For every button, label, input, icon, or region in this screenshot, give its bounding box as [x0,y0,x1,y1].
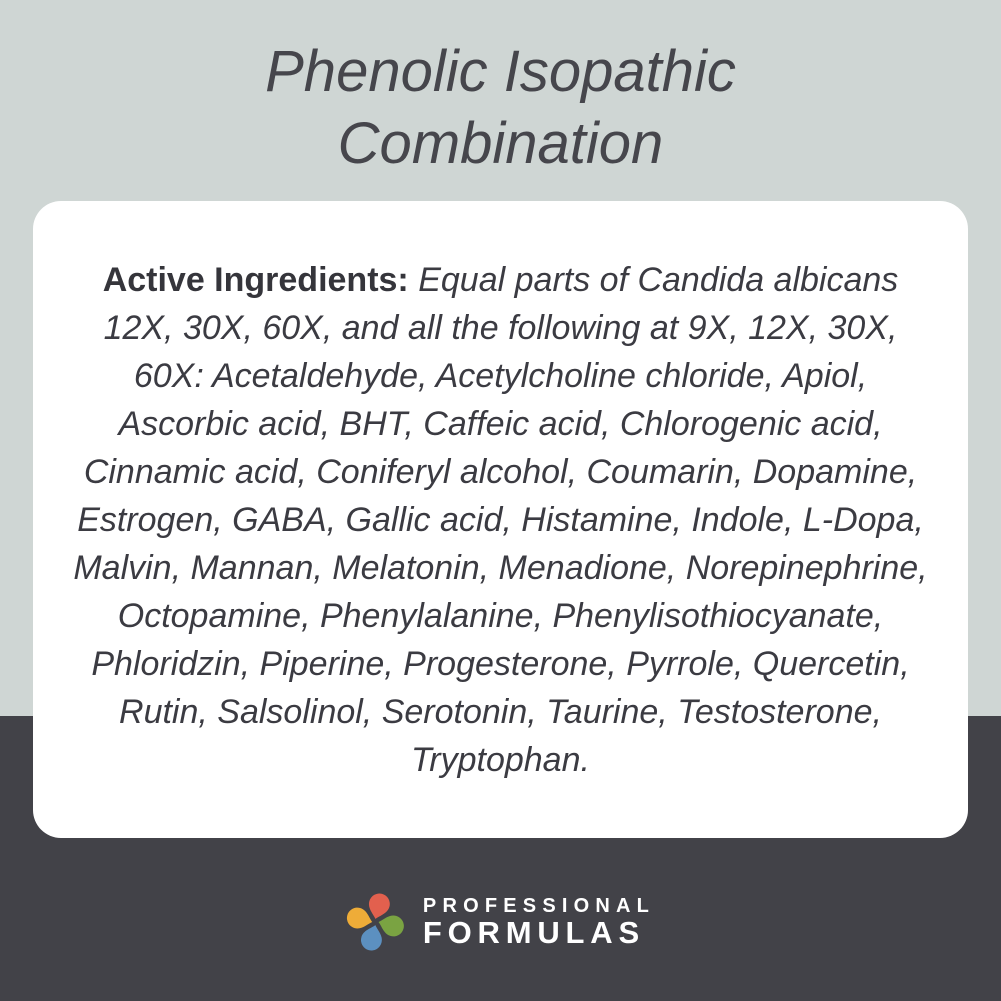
ingredients-card [33,201,968,838]
ingredients-label: Active Ingredients: [102,260,409,299]
brand-name-line1: PROFESSIONAL [422,895,656,917]
brand-name [423,895,655,949]
page-title [0,36,1001,180]
brand-logo [346,893,655,951]
ingredients-text: Equal parts of Candida albicans 12X, 30X, 60X, and all the following at 9X, 12X, 30X, 60X: Acetaldehyde, Acetylcholine chloride, Apiol, Ascorbic acid, BHT, Caffeic acid, Chlorogenic acid, Cinnamic acid, Coniferyl alcohol, Coumarin, Dopamine, Estrogen, GABA, Gallic acid, Histamine, Indole, L-Dopa, Malvin, Mannan, Melatonin, Menadione, Norepinephrine, Octopamine, Phenylalanine, Phenylisothiocyanate, Phloridzin, Piperine, Progesterone, Pyrrole, Quercetin, Rutin, Salsolinol, Serotonin, Taurine, Testosterone, Tryptophan. [73,260,928,779]
page-title-line1: Phenolic Isopathic [265,39,736,104]
ingredients-paragraph [67,256,934,784]
page-title-line2: Combination [337,111,664,176]
brand-name-line2: FORMULAS [422,915,645,950]
four-petal-flower-icon [346,893,404,951]
